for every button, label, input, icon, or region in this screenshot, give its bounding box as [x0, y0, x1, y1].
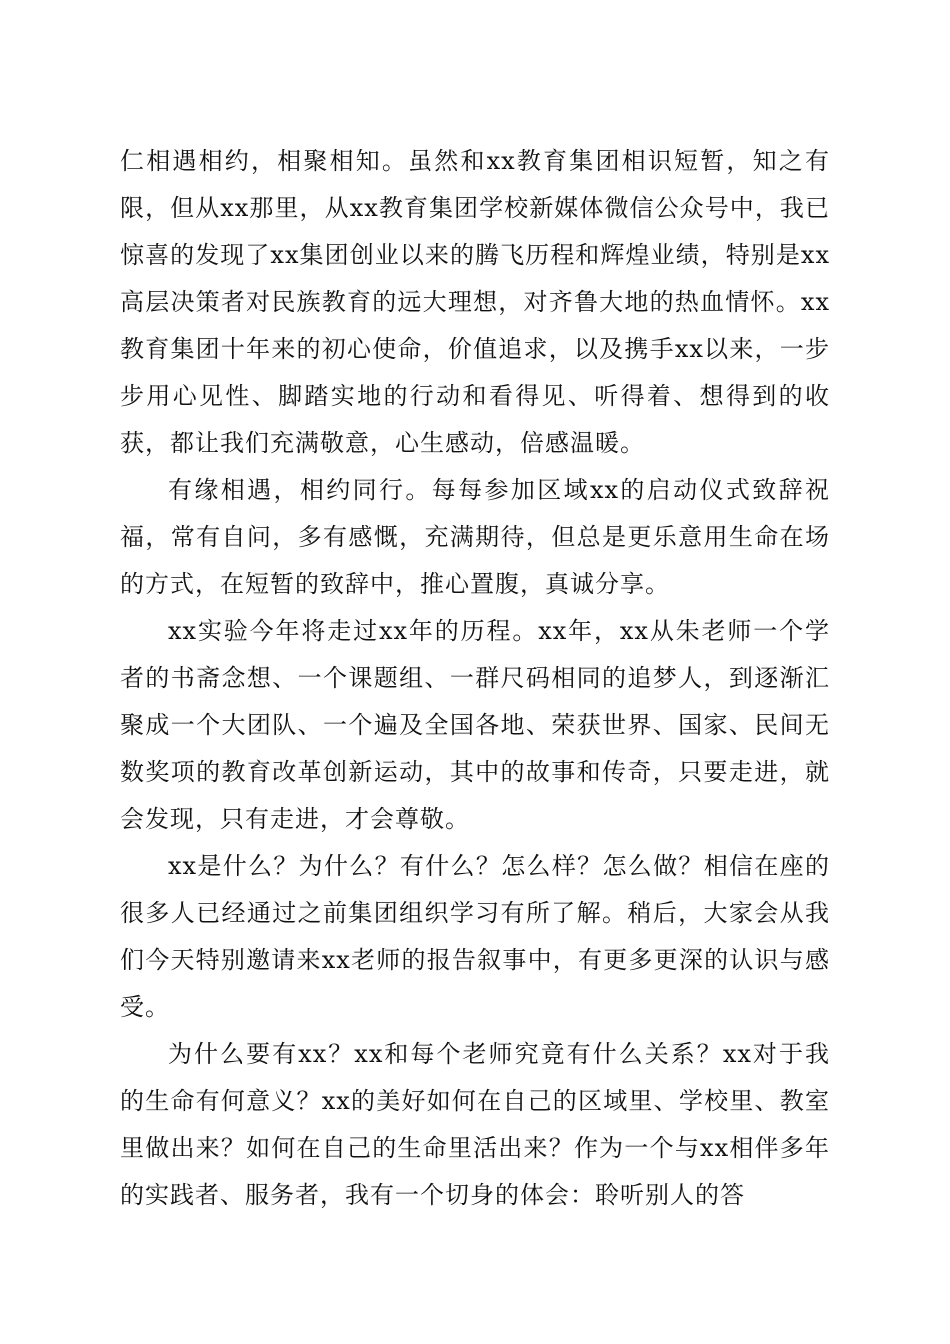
- paragraph-1: 仁相遇相约，相聚相知。虽然和xx教育集团相识短暂，知之有限，但从xx那里，从xx教育集团学校新媒体微信公众号中，我已惊喜的发现了xx集团创业以来的腾飞历程和辉煌业绩，特别是xx高层决策者对民族教育的远大理想，对齐鲁大地的热血情怀。xx教育集团十年来的初心使命，价值追求，以及携手xx以来，一步步用心见性、脚踏实地的行动和看得见、听得着、想得到的收获，都让我们充满敬意，心生感动，倍感温暖。: [120, 147, 830, 457]
- paragraph-5: 为什么要有xx？xx和每个老师究竟有什么关系？xx对于我的生命有何意义？xx的美好如何在自己的区域里、学校里、教室里做出来？如何在自己的生命里活出来？作为一个与xx相伴多年的实践者、服务者，我有一个切身的体会：聆听别人的答: [120, 1040, 830, 1209]
- paragraph-3: xx实验今年将走过xx年的历程。xx年，xx从朱老师一个学者的书斋念想、一个课题组、一群尺码相同的追梦人，到逐渐汇聚成一个大团队、一个遍及全国各地、荣获世界、国家、民间无数奖项的教育改革创新运动，其中的故事和传奇，只要走进，就会发现，只有走进，才会尊敬。: [120, 617, 830, 833]
- document-body: [120, 138, 830, 1219]
- paragraph-2: 有缘相遇，相约同行。每每参加区域xx的启动仪式致辞祝福，常有自问，多有感慨，充满期待，但总是更乐意用生命在场的方式，在短暂的致辞中，推心置腹，真诚分享。: [120, 476, 830, 598]
- paragraph-4: xx是什么？为什么？有什么？怎么样？怎么做？相信在座的很多人已经通过之前集团组织学习有所了解。稍后，大家会从我们今天特别邀请来xx老师的报告叙事中，有更多更深的认识与感受。: [120, 852, 830, 1021]
